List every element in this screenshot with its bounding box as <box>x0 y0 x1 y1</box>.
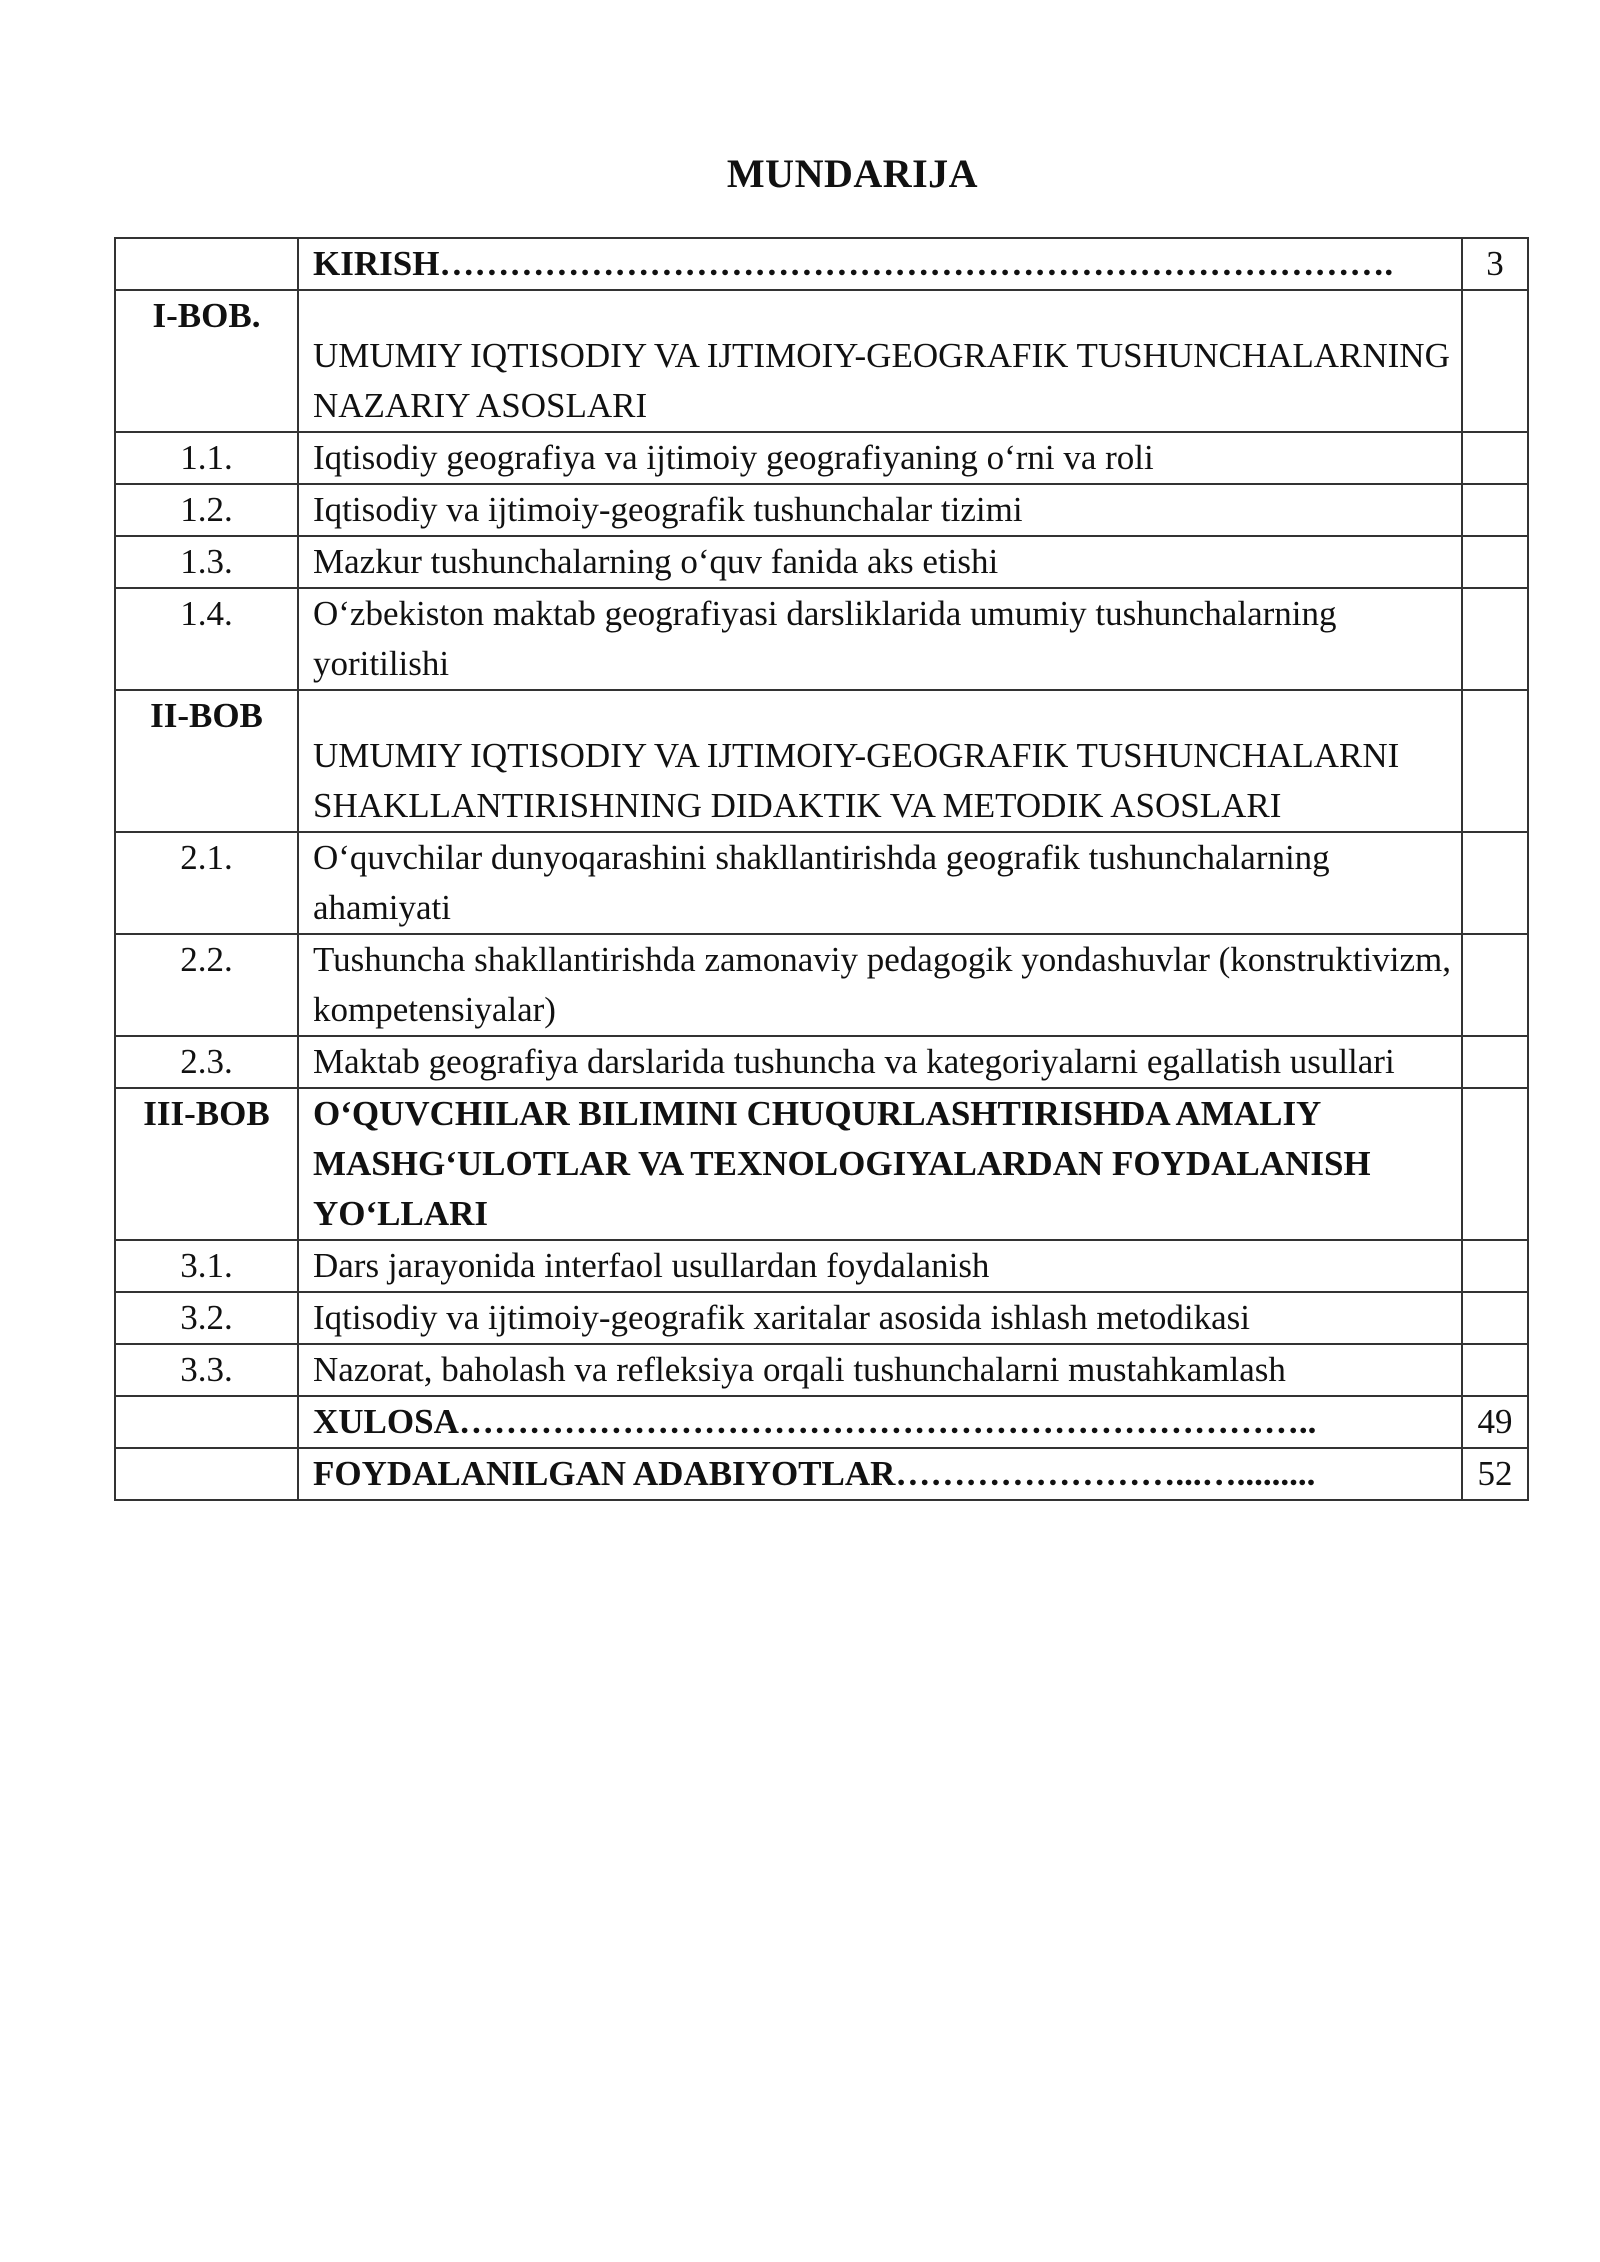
toc-row-section <box>115 1344 1528 1396</box>
toc-row-chapter-2 <box>115 690 1528 832</box>
toc-title: Nazorat, baholash va refleksiya orqali tushunchalarni mustahkamlash <box>298 1344 1462 1396</box>
toc-number <box>115 1448 298 1500</box>
toc-number <box>115 238 298 290</box>
toc-number: 1.4. <box>115 588 298 690</box>
toc-number: 3.3. <box>115 1344 298 1396</box>
toc-page-number: 49 <box>1462 1396 1528 1448</box>
toc-row-section <box>115 934 1528 1036</box>
toc-number: 3.2. <box>115 1292 298 1344</box>
toc-row-section <box>115 536 1528 588</box>
toc-row-section <box>115 588 1528 690</box>
toc-title <box>298 1448 1462 1500</box>
toc-page-number <box>1462 1240 1528 1292</box>
toc-number: 1.2. <box>115 484 298 536</box>
toc-title: Iqtisodiy va ijtimoiy-geografik tushunchalar tizimi <box>298 484 1462 536</box>
toc-title: Iqtisodiy va ijtimoiy-geografik xaritalar asosida ishlash metodikasi <box>298 1292 1462 1344</box>
toc-row-section <box>115 1292 1528 1344</box>
toc-title-text: XULOSA……………………………………………………………….. <box>313 1402 1317 1441</box>
toc-page-number <box>1462 536 1528 588</box>
toc-chapter-number: II-BOB <box>115 690 298 832</box>
toc-title: O‘quvchilar dunyoqarashini shakllantirishda geografik tushunchalarning ahamiyati <box>298 832 1462 934</box>
toc-number: 1.1. <box>115 432 298 484</box>
toc-title: Iqtisodiy geografiya va ijtimoiy geografiyaning o‘rni va roli <box>298 432 1462 484</box>
toc-title-text: KIRISH………………………………………………………………………. <box>313 244 1394 283</box>
toc-page-number <box>1462 588 1528 690</box>
toc-row-section <box>115 432 1528 484</box>
toc-page-number <box>1462 690 1528 832</box>
toc-number: 1.3. <box>115 536 298 588</box>
toc-title: Maktab geografiya darslarida tushuncha va kategoriyalarni egallatish usullari <box>298 1036 1462 1088</box>
toc-page-number <box>1462 432 1528 484</box>
toc-title: Mazkur tushunchalarning o‘quv fanida aks etishi <box>298 536 1462 588</box>
toc-title-text: FOYDALANILGAN ADABIYOTLAR……………………...…......... <box>313 1454 1316 1493</box>
toc-page-number <box>1462 1036 1528 1088</box>
toc-row-section <box>115 832 1528 934</box>
toc-row-references <box>115 1448 1528 1500</box>
toc-title <box>298 238 1462 290</box>
toc-page-number <box>1462 1088 1528 1240</box>
toc-number: 2.3. <box>115 1036 298 1088</box>
toc-row-xulosa <box>115 1396 1528 1448</box>
toc-page-number <box>1462 1344 1528 1396</box>
toc-row-section <box>115 484 1528 536</box>
toc-chapter-title: O‘QUVCHILAR BILIMINI CHUQURLASHTIRISHDA AMALIY MASHG‘ULOTLAR VA TEXNOLOGIYALARDAN FOYDALANISH YO‘LLARI <box>298 1088 1462 1240</box>
toc-number: 2.2. <box>115 934 298 1036</box>
toc-row-section <box>115 1036 1528 1088</box>
toc-page-number <box>1462 290 1528 432</box>
toc-chapter-title: UMUMIY IQTISODIY VA IJTIMOIY-GEOGRAFIK TUSHUNCHALARNI SHAKLLANTIRISHNING DIDAKTIK VA METODIK ASOSLARI <box>298 690 1462 832</box>
toc-number <box>115 1396 298 1448</box>
toc-number: 3.1. <box>115 1240 298 1292</box>
toc-row-chapter-1 <box>115 290 1528 432</box>
toc-title: Tushuncha shakllantirishda zamonaviy pedagogik yondashuvlar (konstruktivizm, kompetensiyalar) <box>298 934 1462 1036</box>
page-title: MUNDARIJA <box>726 151 979 196</box>
toc-row-chapter-3 <box>115 1088 1528 1240</box>
toc-chapter-title: UMUMIY IQTISODIY VA IJTIMOIY-GEOGRAFIK TUSHUNCHALARNING NAZARIY ASOSLARI <box>298 290 1462 432</box>
toc-chapter-number: I-BOB. <box>115 290 298 432</box>
toc-number: 2.1. <box>115 832 298 934</box>
toc-page-number <box>1462 832 1528 934</box>
toc-chapter-number: III-BOB <box>115 1088 298 1240</box>
toc-title <box>298 1396 1462 1448</box>
toc-row-kirish <box>115 238 1528 290</box>
toc-row-section <box>115 1240 1528 1292</box>
table-of-contents <box>114 237 1529 1501</box>
toc-title: O‘zbekiston maktab geografiyasi darsliklarida umumiy tushunchalarning yoritilishi <box>298 588 1462 690</box>
toc-page-number <box>1462 934 1528 1036</box>
toc-title: Dars jarayonida interfaol usullardan foydalanish <box>298 1240 1462 1292</box>
toc-page-number <box>1462 484 1528 536</box>
toc-page-number: 3 <box>1462 238 1528 290</box>
toc-page-number <box>1462 1292 1528 1344</box>
toc-page-number: 52 <box>1462 1448 1528 1500</box>
